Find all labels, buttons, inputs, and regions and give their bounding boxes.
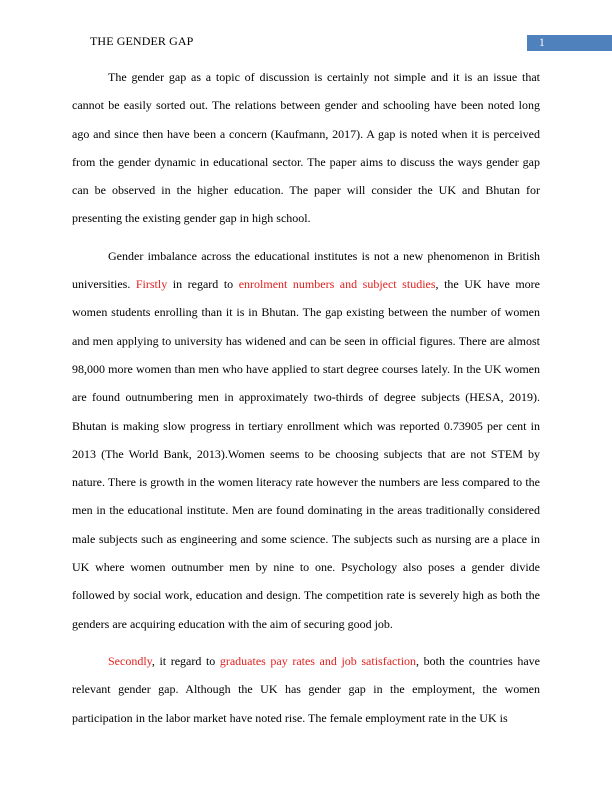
page-number: 1 xyxy=(527,35,612,51)
highlighted-text: Firstly xyxy=(135,277,168,292)
highlighted-text: Secondly xyxy=(108,653,152,668)
paragraph-text: , it regard to xyxy=(151,653,220,668)
paragraph-text: , both the countries have relevant gender gap. Although the UK has gender gap in the employment, the women participation in the labor market have noted rise. The female employment rate in the UK is xyxy=(72,653,540,725)
paragraph-text: in regard to xyxy=(167,277,239,292)
paragraph-text: , the UK have more women students enrolling than it is in Bhutan. The gap existing between the number of women and men applying to university has widened and can be seen in official figures. There are almost 98,000 more women than men who have applied to start degree courses lately. In the UK women are found outnumbering men in approximately two-thirds of degree subjects (HESA, 2019). Bhutan is making slow progress in tertiary enrollment which was reported 0.73905 per cent in 2013 (The World Bank, 2013).Women seems to be choosing subjects that are not STEM by nature. There is growth in the women literacy rate however the numbers are less compared to the men in the educational institute. Men are found dominating in the areas traditionally considered male subjects such as engineering and some science. The subjects such as nursing are a place in UK where women outnumber men by nine to one. Psychology also poses a gender divide followed by social work, education and design. The competition rate is severely high as both the genders are acquiring education with the aim of securing good job. xyxy=(72,277,541,631)
paragraph-text: Gender imbalance across the educational institutes is not a new phenomenon in British universities. xyxy=(72,248,540,292)
paragraph-pay xyxy=(72,647,540,732)
document-body xyxy=(72,63,540,741)
highlighted-text: graduates pay rates and job satisfaction xyxy=(219,653,417,668)
paragraph-enrolment xyxy=(72,242,540,638)
paragraph-text: The gender gap as a topic of discussion is certainly not simple and it is an issue that cannot be easily sorted out. The relations between gender and schooling have been noted long ago and since then have been a concern (Kaufmann, 2017). A gap is noted when it is perceived from the gender dynamic in educational sector. The paper aims to discuss the ways gender gap can be observed in the higher education. The paper will consider the UK and Bhutan for presenting the existing gender gap in high school. xyxy=(72,70,540,226)
highlighted-text: enrolment numbers and subject studies xyxy=(238,277,436,292)
paragraph-intro xyxy=(72,63,540,233)
running-head: THE GENDER GAP xyxy=(90,34,194,48)
